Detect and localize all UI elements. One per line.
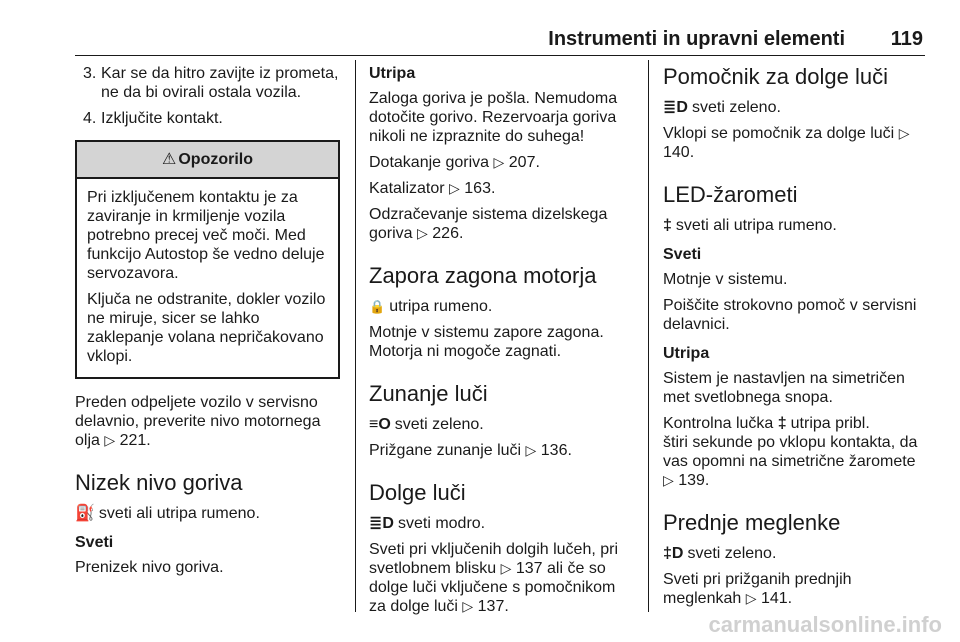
paragraph-text: Prižgane zunanje luči	[369, 442, 522, 459]
paragraph-text: Dotakanje goriva	[369, 154, 490, 171]
column-2	[369, 64, 635, 623]
page-ref-icon: ▷	[525, 442, 537, 458]
page-ref[interactable]: 163.	[464, 180, 496, 197]
paragraph-text: Preden odpeljete vozilo v servisno delavnio, preverite nivo motornega olja	[75, 394, 321, 449]
subsection-title: Sveti	[75, 534, 114, 551]
paragraph-text: Vklopi se pomočnik za dolge luči	[663, 125, 895, 142]
symbol-text: sveti zeleno.	[691, 99, 781, 116]
paragraph	[369, 153, 635, 172]
column-1	[75, 64, 340, 584]
paragraph: Prenizek nivo goriva.	[75, 559, 224, 576]
warning-paragraph: Ključa ne odstranite, dokler vozilo ne miruje, sicer se lahko zaklepanje volana nepričakovano vklopi.	[87, 291, 326, 365]
symbol-text: utripa rumeno.	[389, 298, 493, 315]
paragraph	[663, 414, 928, 433]
symbol-line	[663, 98, 928, 117]
paragraph: Sistem je nastavljen na simetričen met svetlobnega snopa.	[663, 370, 905, 406]
page-ref[interactable]: 139.	[678, 472, 710, 489]
page-ref[interactable]: 226.	[432, 225, 464, 242]
list-item	[75, 109, 340, 128]
paragraph-text: štiri sekunde po vklopu kontakta, da vas opomni na simetrične žaromete	[663, 434, 918, 470]
warning-header	[77, 142, 338, 179]
paragraph	[369, 441, 635, 460]
oil-check-paragraph	[75, 393, 340, 450]
warning-triangle-icon: ⚠	[162, 151, 177, 168]
section-title: Zapora zagona motorja	[369, 263, 597, 288]
fuel-icon: ⛽	[75, 505, 95, 522]
subsection-title: Utripa	[663, 345, 710, 362]
section-title: Zunanje luči	[369, 381, 488, 406]
page-ref-icon: ▷	[500, 560, 512, 576]
column-divider-1	[355, 60, 356, 612]
warning-title: Opozorilo	[178, 151, 253, 168]
page-title: Instrumenti in upravni elementi	[548, 28, 845, 50]
paragraph	[369, 540, 635, 616]
page-ref-icon: ▷	[745, 590, 757, 606]
high-beam-assist-icon: ≣D	[663, 99, 688, 116]
page-ref[interactable]: 221.	[119, 432, 151, 449]
page-ref[interactable]: 137	[515, 560, 543, 577]
paragraph-text: Sveti pri prižganih prednjih meglenkah	[663, 571, 852, 607]
paragraph: Zaloga goriva je pošla. Nemudoma dotočite gorivo. Rezervoarja goriva nikoli ne izpraznite do suhega!	[369, 90, 618, 145]
page-ref-icon: ▷	[493, 154, 505, 170]
symbol-text: sveti zeleno.	[394, 416, 484, 433]
warning-body	[77, 179, 338, 377]
symbol-line	[75, 504, 340, 523]
subsection-title: Utripa	[369, 65, 416, 82]
paragraph-text: Katalizator	[369, 180, 445, 197]
list-item	[75, 64, 340, 102]
symbol-text: sveti ali utripa rumeno.	[98, 505, 260, 522]
symbol-line	[663, 216, 928, 235]
warning-box	[75, 140, 340, 379]
paragraph: Poiščite strokovno pomoč v servisni delavnici.	[663, 297, 917, 333]
paragraph-text: Sveti pri vključenih dolgih lučeh, pri svetlobnem blisku	[369, 541, 619, 577]
subsection-title: Sveti	[663, 246, 702, 263]
symbol-line	[369, 297, 635, 316]
high-beam-icon: ≣D	[369, 515, 394, 532]
list-number: 3.	[83, 65, 97, 82]
page-ref[interactable]: 140.	[663, 144, 695, 161]
page-ref-icon: ▷	[449, 180, 460, 196]
page-ref-icon: ▷	[104, 432, 116, 448]
page-ref-icon: ▷	[663, 472, 674, 488]
paragraph: Motnje v sistemu.	[663, 271, 788, 288]
led-headlight-icon: ‡	[663, 217, 672, 234]
symbol-text: sveti ali utripa rumeno.	[675, 217, 837, 234]
list-number: 4.	[83, 110, 97, 127]
page-ref[interactable]: 141.	[760, 590, 793, 607]
column-3	[663, 64, 928, 615]
page-ref[interactable]: 137.	[477, 598, 509, 615]
page-header	[75, 28, 925, 54]
page-ref[interactable]: 207.	[508, 154, 540, 171]
page-ref-icon: ▷	[898, 125, 910, 141]
paragraph-text: Odzračevanje sistema dizelskega goriva	[369, 206, 608, 242]
symbol-line	[369, 514, 635, 533]
section-title: Pomočnik za dolge luči	[663, 64, 889, 89]
header-divider	[75, 55, 925, 56]
paragraph	[663, 433, 928, 490]
paragraph	[663, 124, 928, 162]
paragraph-text: ali če so dolge luči vključene s pomočnikom za dolge luči	[369, 560, 616, 615]
page-ref-icon: ▷	[462, 598, 474, 614]
exterior-light-icon: ≡O	[369, 416, 391, 433]
section-title: Nizek nivo goriva	[75, 470, 243, 495]
section-title: LED-žarometi	[663, 182, 798, 207]
paragraph	[369, 205, 635, 243]
symbol-line	[369, 415, 635, 434]
paragraph	[369, 179, 635, 198]
section-title: Prednje meglenke	[663, 510, 841, 535]
led-headlight-icon: ‡	[777, 415, 787, 432]
fog-light-icon: ‡D	[663, 545, 684, 562]
list-text: Izključite kontakt.	[101, 110, 223, 127]
symbol-text: sveti zeleno.	[687, 545, 777, 562]
page-ref-icon: ▷	[417, 225, 428, 241]
list-text: Kar se da hitro zavijte iz prometa, ne da bi ovirali ostala vozila.	[101, 65, 339, 101]
symbol-line	[663, 544, 928, 563]
column-divider-2	[648, 60, 649, 612]
paragraph: Motnje v sistemu zapore zagona. Motorja ni mogoče zagnati.	[369, 324, 604, 360]
paragraph	[663, 570, 928, 608]
page-number: 119	[890, 28, 923, 50]
page-ref[interactable]: 136.	[540, 442, 572, 459]
immobilizer-icon: 🔒	[369, 299, 386, 314]
section-title: Dolge luči	[369, 480, 466, 505]
paragraph-text: Kontrolna lučka	[663, 415, 774, 432]
symbol-text: sveti modro.	[397, 515, 486, 532]
warning-paragraph: Pri izključenem kontaktu je za zaviranje in krmiljenje vozila potrebno precej več moči. Med funkcijo Autostop še vedno deluje servozavora.	[87, 189, 325, 282]
paragraph-text: utripa pribl.	[790, 415, 870, 432]
watermark: carmanualsonline.info	[708, 612, 942, 637]
